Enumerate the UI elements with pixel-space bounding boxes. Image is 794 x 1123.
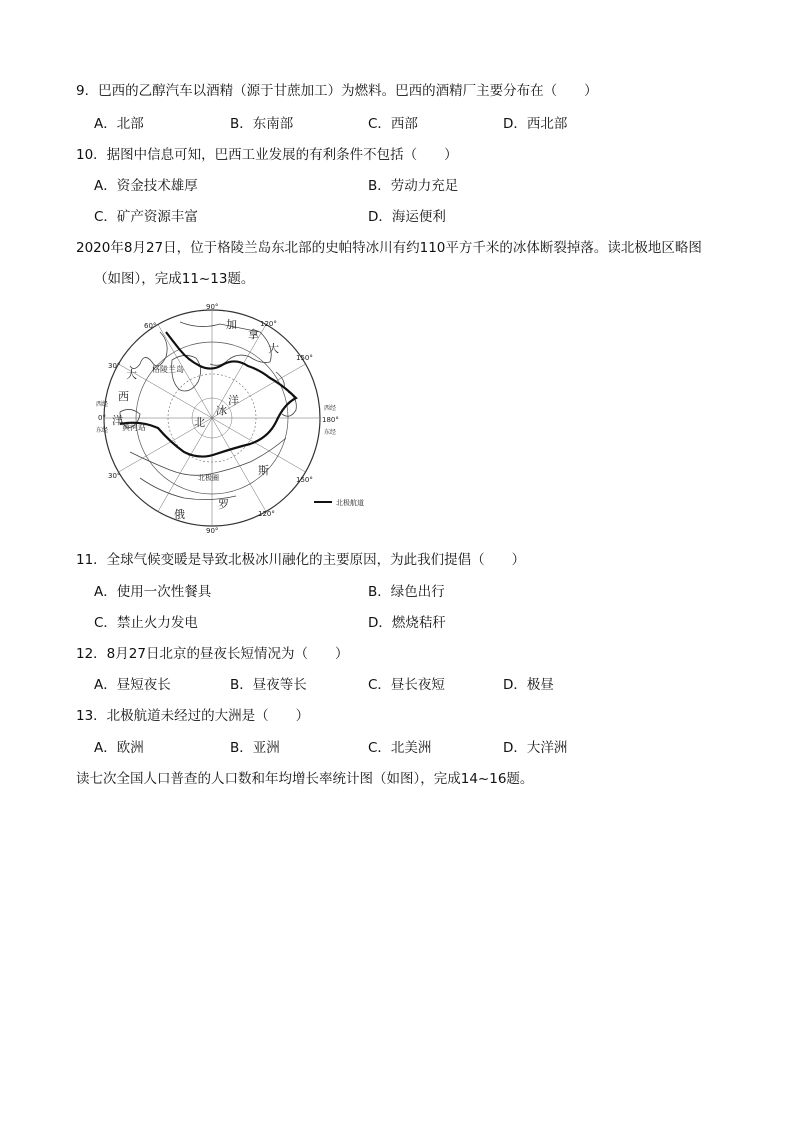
question-10-option-d[interactable]: D．海运便利 — [368, 209, 446, 225]
label-lon-0: 0° — [98, 414, 106, 422]
label-russia-luo: 罗 — [218, 498, 229, 511]
question-13-stem: 13．北极航道未经过的大洲是（ ） — [76, 708, 310, 724]
label-atlantic-da: 大 — [126, 368, 137, 381]
question-13-option-d[interactable]: D．大洋洲 — [503, 740, 568, 756]
question-9-option-b[interactable]: B．东南部 — [230, 116, 294, 132]
label-lon-90-bottom: 90° — [206, 527, 219, 535]
question-10-option-c[interactable]: C．矿产资源丰富 — [94, 209, 198, 225]
question-9-option-d[interactable]: D．西北部 — [503, 116, 568, 132]
label-atlantic-xi: 西 — [118, 390, 129, 403]
question-10-stem: 10．据图中信息可知，巴西工业发展的有利条件不包括（ ） — [76, 147, 458, 163]
label-lon-120-tr: 120° — [260, 320, 277, 328]
label-huanghe-station: 黄河站 — [122, 423, 146, 432]
meridian-lines — [104, 310, 320, 526]
label-arctic-circle: 北极圈 — [198, 474, 219, 482]
label-lon-30-tl: 30° — [108, 362, 121, 370]
label-arctic-bing: 冰 — [216, 404, 227, 417]
label-arctic-bei: 北 — [194, 416, 205, 429]
label-lon-150-br: 150° — [296, 476, 313, 484]
passage-census: 读七次全国人口普查的人口数和年均增长率统计图（如图），完成14~16题。 — [76, 771, 534, 787]
label-canada-3: 大 — [268, 342, 279, 355]
question-11-option-b[interactable]: B．绿色出行 — [368, 584, 445, 600]
question-10-option-a[interactable]: A．资金技术雄厚 — [94, 178, 198, 194]
question-11-option-c[interactable]: C．禁止火力发电 — [94, 615, 198, 631]
label-east-lon-right: 东经 — [324, 429, 337, 436]
label-east-lon: 东经 — [96, 427, 109, 434]
label-atlantic-yang: 洋 — [112, 414, 123, 427]
label-lon-90-top: 90° — [206, 303, 219, 311]
question-12-stem: 12．8月27日北京的昼夜长短情况为（ ） — [76, 646, 349, 662]
label-lon-60-tl: 60° — [144, 322, 157, 330]
label-lon-30-bl: 30° — [108, 472, 121, 480]
label-canada-1: 加 — [226, 318, 237, 331]
question-12-option-b[interactable]: B．昼夜等长 — [230, 677, 307, 693]
question-13-option-b[interactable]: B．亚洲 — [230, 740, 280, 756]
arctic-map-figure — [96, 302, 380, 535]
label-canada-2: 拿 — [248, 328, 259, 341]
passage-arctic-line1: 2020年8月27日，位于格陵兰岛东北部的史帕特冰川有约110平方千米的冰体断裂掉落。读北极地区略图 — [76, 240, 702, 256]
label-lon-180: 180° — [322, 416, 339, 424]
question-13-option-a[interactable]: A．欧洲 — [94, 740, 144, 756]
question-11-option-d[interactable]: D．燃烧秸秆 — [368, 615, 446, 631]
question-9-option-a[interactable]: A．北部 — [94, 116, 144, 132]
arctic-map-svg — [96, 302, 380, 535]
label-greenland: 格陵兰岛 — [152, 365, 184, 374]
label-russia-e: 俄 — [174, 508, 185, 521]
question-9-stem: 9．巴西的乙醇汽车以酒精（源于甘蔗加工）为燃料。巴西的酒精厂主要分布在（ ） — [76, 83, 598, 99]
question-12-option-c[interactable]: C．昼长夜短 — [368, 677, 445, 693]
legend-route-label: 北极航道 — [336, 499, 364, 507]
label-russia-si: 斯 — [258, 464, 269, 477]
label-west-lon-right: 西经 — [324, 405, 337, 412]
question-13-option-c[interactable]: C．北美洲 — [368, 740, 432, 756]
label-arctic-yang: 洋 — [228, 394, 239, 407]
passage-arctic-line2: （如图），完成11~13题。 — [94, 271, 255, 287]
question-10-option-b[interactable]: B．劳动力充足 — [368, 178, 459, 194]
question-12-option-a[interactable]: A．昼短夜长 — [94, 677, 171, 693]
question-11-stem: 11．全球气候变暖是导致北极冰川融化的主要原因，为此我们提倡（ ） — [76, 552, 526, 568]
question-11-option-a[interactable]: A．使用一次性餐具 — [94, 584, 212, 600]
label-lon-120-br: 120° — [258, 510, 275, 518]
label-west-lon: 西经 — [96, 401, 109, 408]
question-12-option-d[interactable]: D．极昼 — [503, 677, 554, 693]
label-lon-150-tr: 150° — [296, 354, 313, 362]
question-9-option-c[interactable]: C．西部 — [368, 116, 418, 132]
